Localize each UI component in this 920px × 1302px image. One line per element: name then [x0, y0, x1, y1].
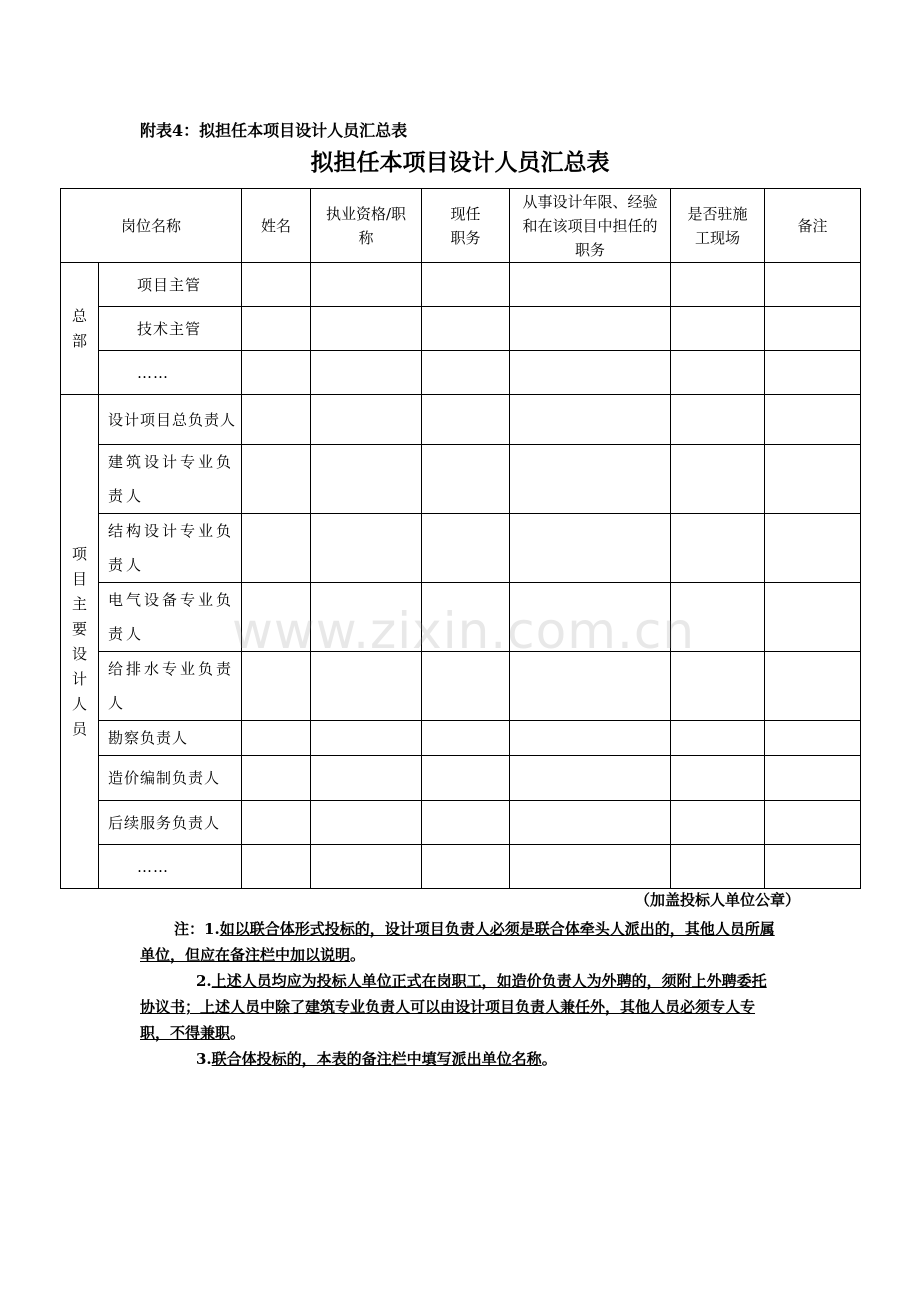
group-main-designers	[61, 395, 99, 889]
watermark: www.zixin.com.cn	[232, 602, 696, 660]
header-qualification: 执业资格/职称	[311, 189, 422, 263]
group-label-char: 目	[71, 569, 87, 588]
group-label-char: 总	[71, 306, 87, 325]
note-3-text: 联合体投标的，本表的备注栏中填写派出单位名称	[211, 1050, 542, 1068]
page-title: 拟担任本项目设计人员汇总表	[310, 149, 610, 176]
note-1-number: 1.	[204, 920, 220, 938]
table-row	[61, 845, 861, 889]
row-project-manager: 项目主管	[99, 263, 242, 307]
group-label-char: 员	[71, 719, 87, 738]
row-ellipsis: ……	[99, 351, 242, 395]
header-remarks: 备注	[765, 189, 861, 263]
row-service-lead: 后续服务负责人	[99, 801, 242, 845]
header-row	[61, 189, 861, 263]
header-current-title: 现任职务	[422, 189, 510, 263]
row-technical-manager: 技术主管	[99, 307, 242, 351]
table-row	[61, 801, 861, 845]
group-label-char: 部	[71, 331, 87, 350]
table-row	[61, 756, 861, 801]
table-row	[61, 514, 861, 583]
header-onsite: 是否驻施工现场	[671, 189, 765, 263]
header-experience: 从事设计年限、经验和在该项目中担任的职务	[510, 189, 671, 263]
group-label-char: 主	[71, 594, 87, 613]
table-row	[61, 307, 861, 351]
row-ellipsis: ……	[99, 845, 242, 889]
note-2	[140, 968, 781, 1046]
row-electrical-lead: 电气设备专业负责人	[99, 583, 242, 652]
row-plumbing-lead: 给排水专业负责人	[99, 652, 242, 721]
group-label-char: 要	[71, 619, 87, 638]
row-structure-lead: 结构设计专业负责人	[99, 514, 242, 583]
note-1-text: 如以联合体形式投标的，设计项目负责人必须是联合体牵头人派出的，其他人员所属单位，但应在备注栏中加以说明	[140, 920, 775, 964]
note-period: 。	[230, 1024, 246, 1042]
appendix-label: 附表4：拟担任本项目设计人员汇总表	[140, 121, 408, 140]
row-design-lead: 设计项目总负责人	[99, 395, 242, 445]
note-1	[140, 916, 781, 968]
table-row	[61, 721, 861, 756]
group-label-char: 计	[71, 669, 87, 688]
note-2-text: 上述人员均应为投标人单位正式在岗职工，如造价负责人为外聘的，须附上外聘委托协议书；上述人员中除了建筑专业负责人可以由设计项目负责人兼任外，其他人员必须专人专职，不得兼职	[140, 972, 767, 1042]
group-headquarters	[61, 263, 99, 395]
table-row	[61, 652, 861, 721]
group-label-char: 人	[71, 694, 87, 713]
row-cost-lead: 造价编制负责人	[99, 756, 242, 801]
seal-note: （加盖投标人单位公章）	[634, 891, 800, 909]
table-row	[61, 395, 861, 445]
table-row	[61, 351, 861, 395]
note-2-number: 2.	[196, 972, 212, 990]
group-label-char: 项	[71, 544, 87, 563]
row-architecture-lead: 建筑设计专业负责人	[99, 445, 242, 514]
note-3	[140, 1046, 781, 1072]
table-row	[61, 263, 861, 307]
row-survey-lead: 勘察负责人	[99, 721, 242, 756]
header-name: 姓名	[242, 189, 311, 263]
note-period: 。	[350, 946, 366, 964]
group-label-char: 设	[71, 644, 87, 663]
note-period: 。	[541, 1050, 557, 1068]
personnel-summary-table	[60, 188, 861, 889]
note-3-number: 3.	[196, 1050, 212, 1068]
note-prefix: 注：	[174, 920, 205, 938]
table-row	[61, 445, 861, 514]
header-position: 岗位名称	[61, 189, 242, 263]
notes	[140, 916, 781, 1072]
